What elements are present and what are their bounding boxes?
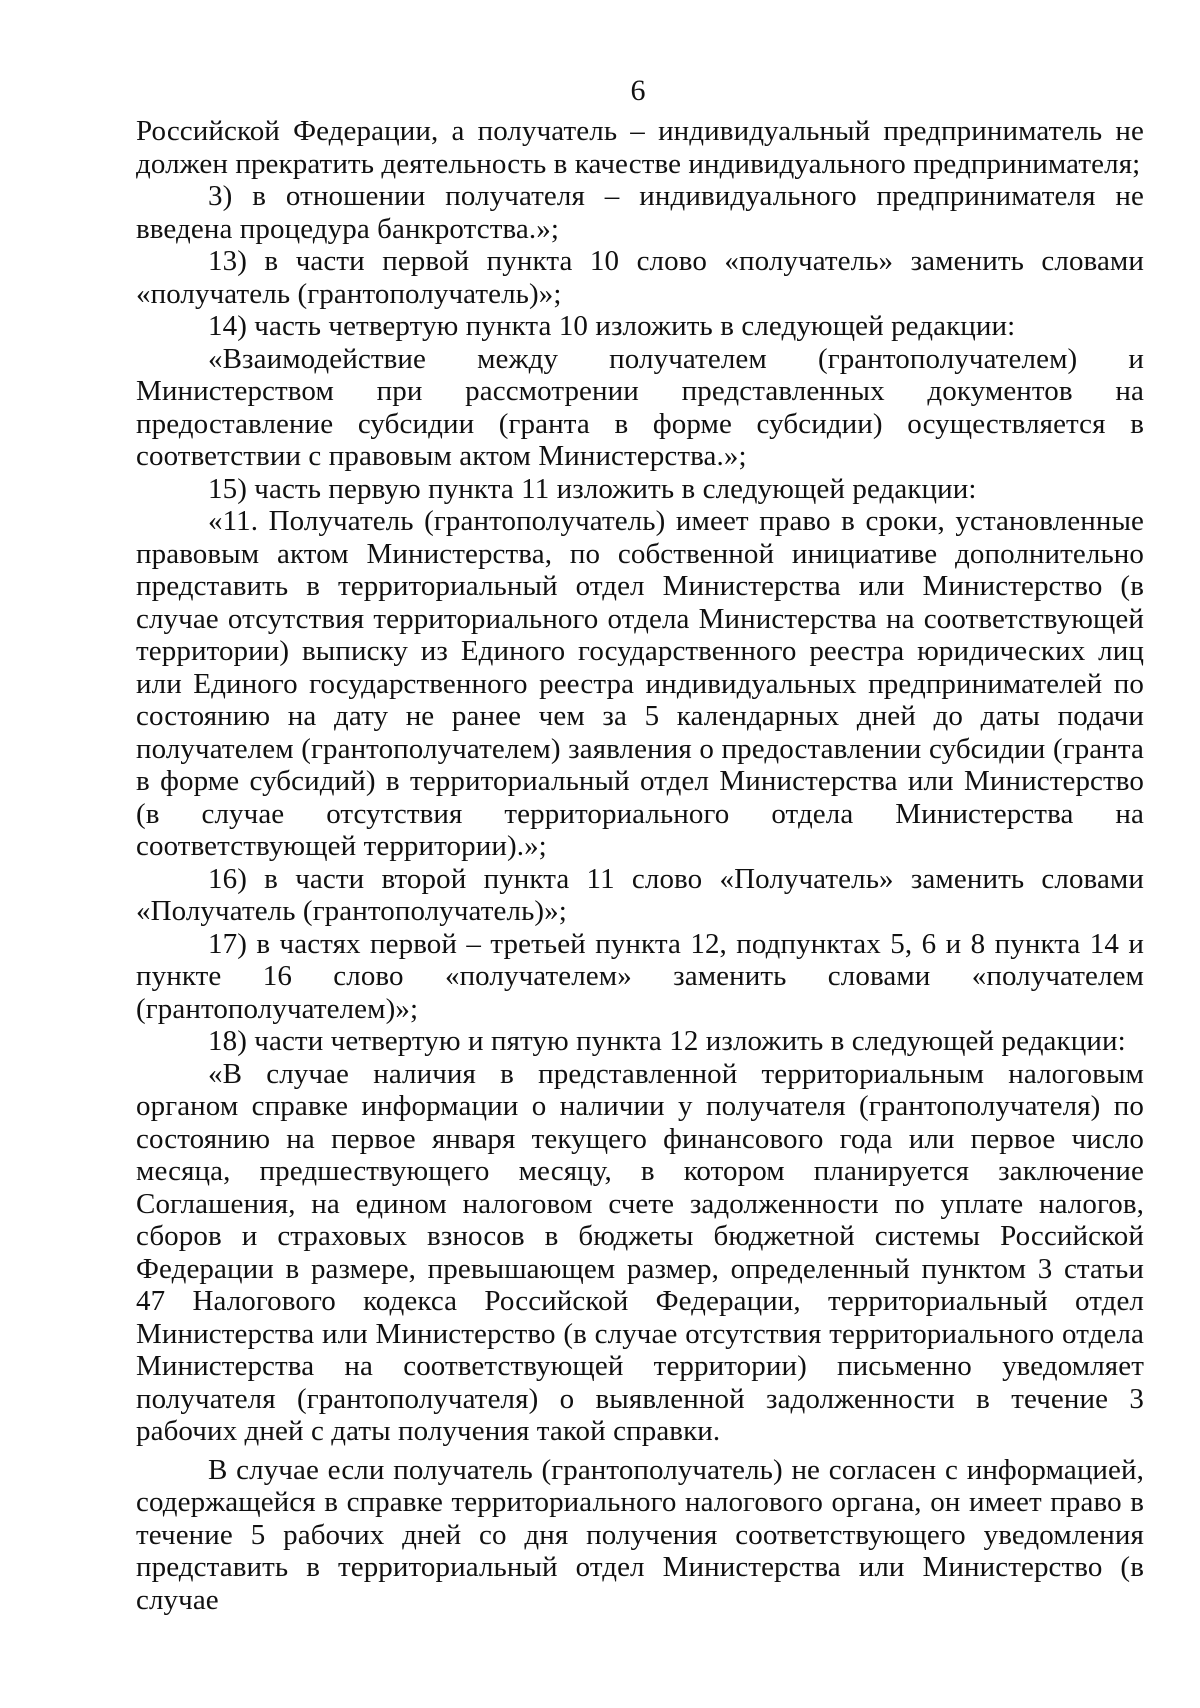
paragraph-item-18: 18) части четвертую и пятую пункта 12 изложить в следующей редакции: xyxy=(208,1025,1126,1057)
paragraph-item-13: 13) в части первой пункта 10 слово «получатель» заменить словами «получатель (грантополучатель)»; xyxy=(136,245,1144,310)
paragraph-disagreement: В случае если получатель (грантополучатель) не согласен с информацией, содержащейся в справке территориального налогового органа, он имеет право в течение 5 рабочих дней со дня получения соответствующего уведомления представить в территориальный отдел Министерства или Министерство (в случае xyxy=(136,1453,1144,1616)
paragraph-continuation: Российской Федерации, а получатель – индивидуальный предприниматель не должен прекратить деятельность в качестве индивидуального предпринимателя; xyxy=(136,115,1144,180)
paragraph-quote-interaction: «Взаимодействие между получателем (грантополучателем) и Министерством при рассмотрении представленных документов на предоставление субсидии (гранта в форме субсидии) осуществляется в соответствии с правовым актом Министерства.»; xyxy=(136,342,1144,472)
paragraph-item-14: 14) часть четвертую пункта 10 изложить в следующей редакции: xyxy=(208,310,1016,342)
paragraph-quote-tax-debt: «В случае наличия в представленной территориальным налоговым органом справке информации о наличии у получателя (грантополучателя) по состоянию на первое января текущего финансового года или первое число месяца, предшествующего месяцу, в котором планируется заключение Соглашения, на едином налоговом счете задолженности по уплате налогов, сборов и страховых взносов в бюджеты бюджетной системы Российской Федерации в размере, превышающем размер, определенный пунктом 3 статьи 47 Налогового кодекса Российской Федерации, территориальный отдел Министерства или Министерство (в случае отсутствия территориального отдела Министерства на соответствующей территории) письменно уведомляет получателя (грантополучателя) о выявленной задолженности в течение 3 рабочих дней с даты получения такой справки. xyxy=(136,1057,1144,1447)
paragraph-quote-11: «11. Получатель (грантополучатель) имеет право в сроки, установленные правовым актом Министерства, по собственной инициативе дополнительно представить в территориальный отдел Министерства или Министерство (в случае отсутствия территориального отдела Министерства на соответствующей территории) выписку из Единого государственного реестра юридических лиц или Единого государственного реестра индивидуальных предпринимателей по состоянию на дату не ранее чем за 5 календарных дней до даты подачи получателем (грантополучателем) заявления о предоставлении субсидии (гранта в форме субсидий) в территориальный отдел Министерства или Министерство (в случае отсутствия территориального отдела Министерства на соответствующей территории).»; xyxy=(136,505,1144,862)
paragraph-item-3: 3) в отношении получателя – индивидуального предпринимателя не введена процедура банкротства.»; xyxy=(136,180,1144,245)
paragraph-item-16: 16) в части второй пункта 11 слово «Получатель» заменить словами «Получатель (грантополучатель)»; xyxy=(136,862,1144,927)
paragraph-item-17: 17) в частях первой – третьей пункта 12, подпунктах 5, 6 и 8 пункта 14 и пункте 16 слово «получателем» заменить словами «получателем (грантополучателем)»; xyxy=(136,927,1144,1025)
document-body xyxy=(136,115,1144,1616)
page-number: 6 xyxy=(630,74,646,107)
paragraph-item-15: 15) часть первую пункта 11 изложить в следующей редакции: xyxy=(208,472,977,505)
